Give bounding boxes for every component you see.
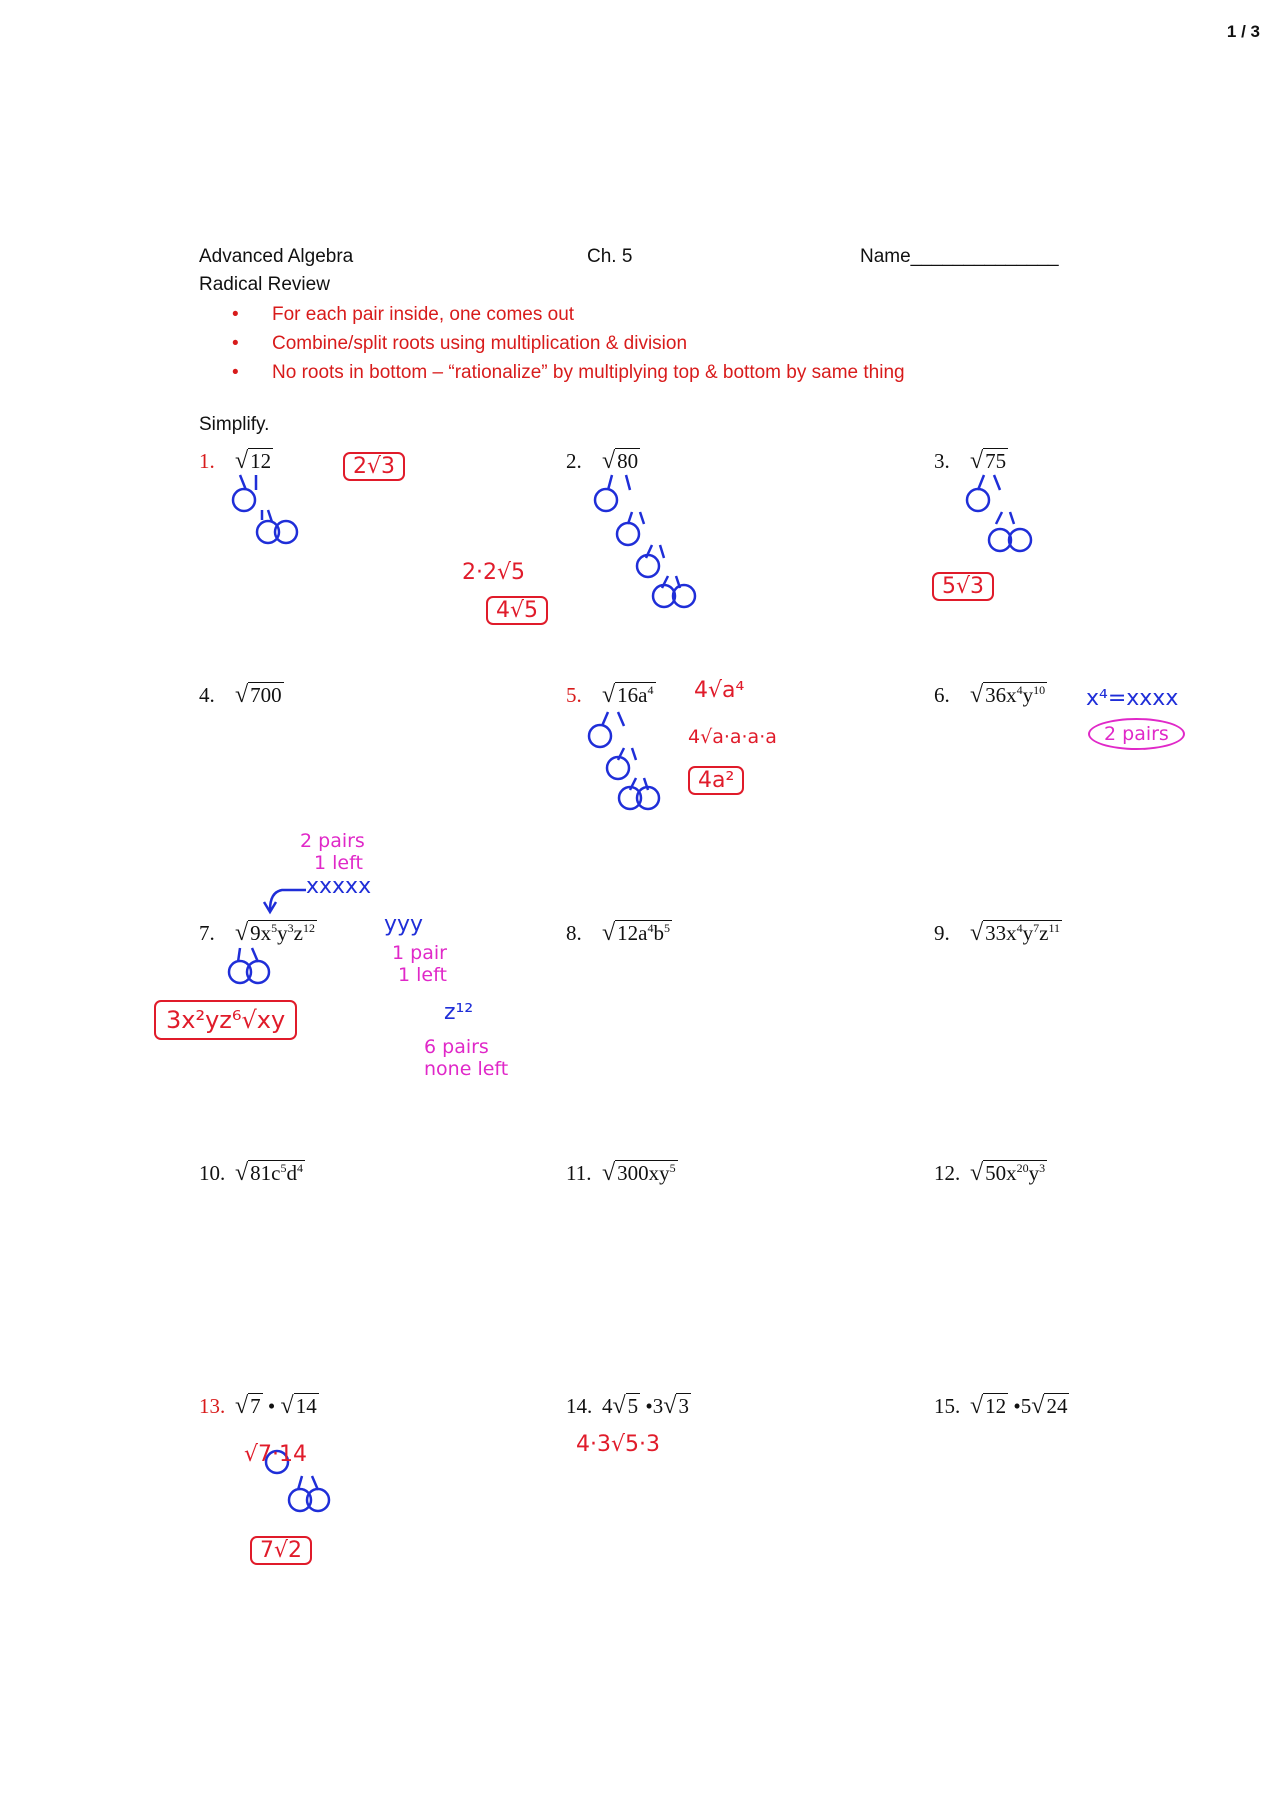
work-note-5a: 4√a⁴ — [694, 678, 745, 703]
answer-box-13: 7√2 — [250, 1536, 312, 1565]
work-note-7b: 1 left — [314, 852, 363, 874]
bullet-icon: • — [232, 304, 239, 325]
course-title: Advanced Algebra — [199, 246, 354, 267]
work-note-7f: 1 left — [398, 964, 447, 986]
problem-11: 11. $√300xy^5$ — [566, 1160, 676, 1186]
pairs-note-6: 2 pairs — [1088, 718, 1185, 750]
rule-item: • No roots in bottom – “rationalize” by multiplying top & bottom by same thing — [232, 358, 905, 387]
rule-item: • Combine/split roots using multiplication & division — [232, 329, 905, 358]
problem-2: 2. √80 — [566, 448, 639, 474]
problem-9: 9. $√33x^4y^7z^{11}$ — [934, 920, 1061, 946]
answer-box-2: 4√5 — [486, 596, 548, 625]
problem-1: 1. √12 — [199, 448, 272, 474]
work-note-7e: 1 pair — [392, 942, 447, 964]
work-note-7g: z¹² — [444, 1000, 474, 1025]
problem-12: 12. $√50x^{20}y^3$ — [934, 1160, 1046, 1186]
problem-3: 3. √75 — [934, 448, 1007, 474]
problem-7: 7. $√9x^5y^3z^{12}$ — [199, 920, 315, 946]
problem-14: 14. 4√5 •3√3 — [566, 1393, 689, 1419]
problem-6: 6. $√36x^4y^{10}$ — [934, 682, 1046, 708]
problem-5: 5. $√16a^4$ — [566, 682, 654, 708]
rules-list — [232, 300, 905, 387]
work-note-7d: yyy — [384, 912, 424, 937]
bullet-icon: • — [232, 362, 239, 383]
work-note-7c: xxxxx — [306, 874, 372, 899]
chapter-label: Ch. 5 — [587, 246, 633, 267]
work-note-14: 4·3√5·3 — [576, 1432, 660, 1457]
rule-item: • For each pair inside, one comes out — [232, 300, 905, 329]
answer-box-5: 4a² — [688, 766, 744, 795]
worksheet-subtitle: Radical Review — [199, 274, 330, 295]
work-note-6: x⁴=xxxx — [1086, 686, 1179, 711]
answer-box-1: 2√3 — [343, 452, 405, 481]
work-note-2: 2·2√5 — [462, 560, 526, 585]
instruction-label: Simplify. — [199, 414, 270, 435]
answer-box-3: 5√3 — [932, 572, 994, 601]
work-note-7h: 6 pairs — [424, 1036, 489, 1058]
problem-15: 15. √12 •5√24 — [934, 1393, 1068, 1419]
answer-box-7: 3x²yz⁶√xy — [154, 1000, 297, 1040]
work-note-5b: 4√a·a·a·a — [688, 726, 777, 748]
work-note-7i: none left — [424, 1058, 509, 1080]
page-counter: 1 / 3 — [1226, 22, 1260, 41]
problem-13: 13. √7 • √14 — [199, 1393, 317, 1419]
work-note-7a: 2 pairs — [300, 830, 365, 852]
work-note-13: √7·14 — [244, 1442, 308, 1467]
name-field: Name______________ — [860, 246, 1059, 267]
problem-4: 4. √700 — [199, 682, 282, 708]
bullet-icon: • — [232, 333, 239, 354]
problem-8: 8. $√12a^4b^5$ — [566, 920, 670, 946]
problem-10: 10. $√81c^5d^4$ — [199, 1160, 303, 1186]
